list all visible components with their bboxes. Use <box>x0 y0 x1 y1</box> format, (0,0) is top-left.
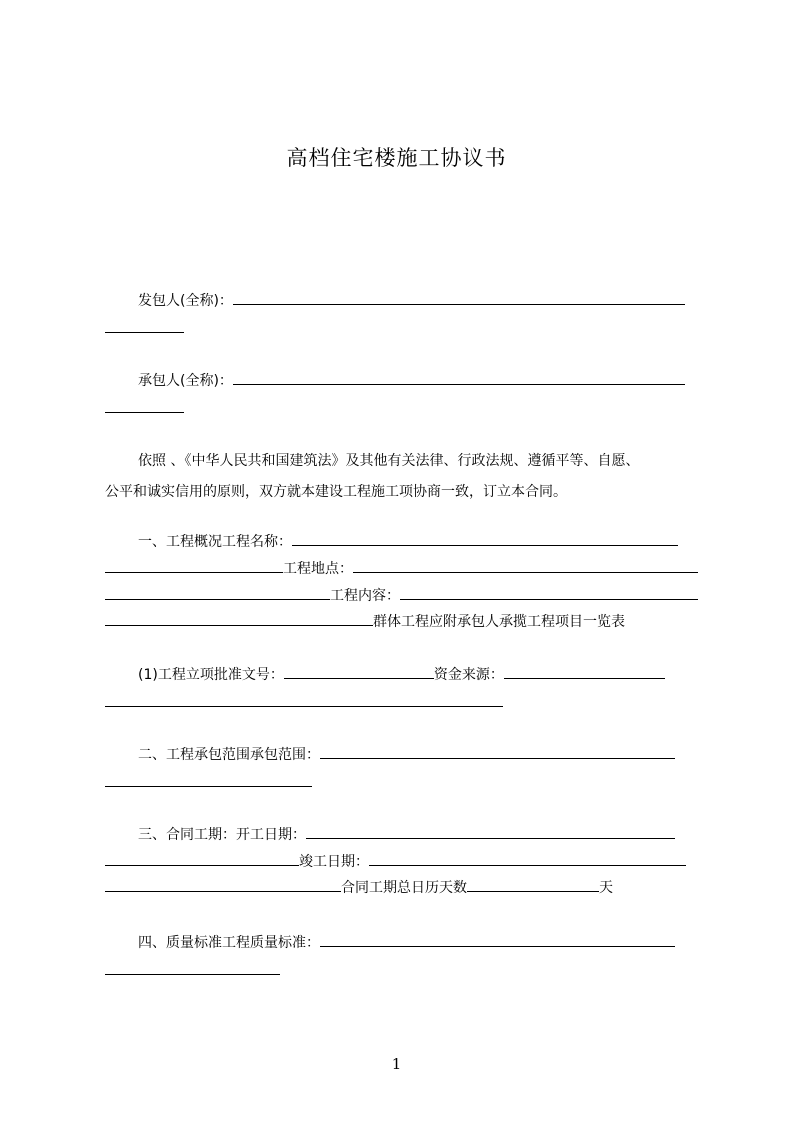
project-name-field[interactable] <box>292 531 678 546</box>
project-name-field-cont[interactable] <box>105 558 283 573</box>
total-days-field[interactable] <box>467 877 599 892</box>
total-days-label: 合同工期总日历天数 <box>341 880 467 896</box>
site-line <box>105 558 698 578</box>
funding-field-cont[interactable] <box>105 692 503 707</box>
content-field[interactable] <box>400 585 698 600</box>
quality-standard-field[interactable] <box>320 932 675 947</box>
employer-name-field-cont[interactable] <box>105 318 184 333</box>
preamble-line-1: 依照 、《中华人民共和国建筑法》及其他有关法律、行政法规、遵循平等、自愿、 <box>138 453 640 469</box>
completion-label: 竣工日期： <box>299 854 369 870</box>
scope-field[interactable] <box>320 744 675 759</box>
preamble-line-2: 公平和诚实信用的原则，双方就本建设工程施工项协商一致，订立本合同。 <box>105 484 567 500</box>
completion-line <box>105 851 686 871</box>
contractor-line <box>138 370 685 390</box>
start-date-field[interactable] <box>306 824 675 839</box>
contractor-name-field[interactable] <box>233 370 685 385</box>
page-number: 1 <box>391 1055 402 1073</box>
quality-continuation <box>105 960 280 980</box>
scope-field-cont[interactable] <box>105 772 312 787</box>
section3-heading: 三、合同工期：开工日期： <box>138 827 306 843</box>
section2-heading-line <box>138 744 675 764</box>
employer-name-field[interactable] <box>233 290 685 305</box>
contractor-name-field-cont[interactable] <box>105 398 184 413</box>
total-days-line <box>105 877 613 897</box>
group-note-line <box>105 611 625 631</box>
section4-heading: 四、质量标准工程质量标准： <box>138 935 320 951</box>
content-field-cont[interactable] <box>105 611 373 626</box>
site-field[interactable] <box>353 558 698 573</box>
section1-heading-line <box>138 531 678 551</box>
contractor-continuation <box>105 398 184 418</box>
funding-continuation <box>105 692 503 712</box>
site-field-cont[interactable] <box>105 585 330 600</box>
section4-heading-line <box>138 932 675 952</box>
days-unit: 天 <box>599 880 613 896</box>
quality-standard-field-cont[interactable] <box>105 960 280 975</box>
content-line <box>105 585 698 605</box>
site-label: 工程地点： <box>283 561 353 577</box>
funding-label: 资金来源： <box>433 667 504 683</box>
employer-continuation <box>105 318 184 338</box>
funding-field[interactable] <box>504 664 665 679</box>
section2-heading: 二、工程承包范围承包范围： <box>138 747 320 763</box>
employer-label: 发包人(全称)： <box>138 293 233 309</box>
completion-date-field[interactable] <box>369 851 686 866</box>
section1-heading: 一、工程概况工程名称： <box>138 534 292 550</box>
section3-heading-line <box>138 824 675 844</box>
document-title: 高档住宅楼施工协议书 <box>286 146 507 170</box>
approval-line <box>138 664 665 684</box>
approval-label: (1)工程立项批准文号： <box>138 667 284 683</box>
approval-number-field[interactable] <box>284 664 434 679</box>
completion-date-field-cont[interactable] <box>105 877 341 892</box>
employer-line <box>138 290 685 310</box>
start-date-field-cont[interactable] <box>105 851 299 866</box>
content-label: 工程内容： <box>330 588 400 604</box>
scope-continuation <box>105 772 312 792</box>
group-note: 群体工程应附承包人承揽工程项目一览表 <box>373 614 625 630</box>
contractor-label: 承包人(全称)： <box>138 373 233 389</box>
